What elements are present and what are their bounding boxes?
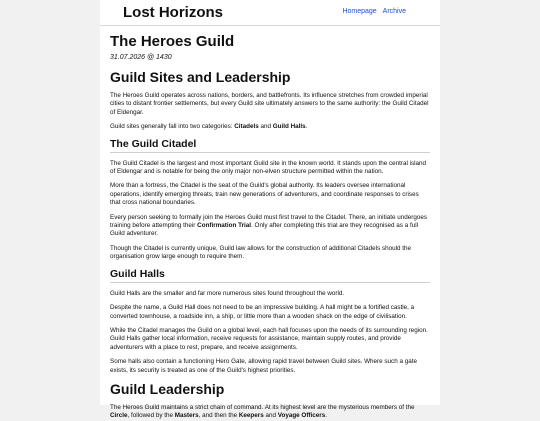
paragraph: More than a fortress, the Citadel is the seat of the Guild's global authority. Its leaders oversee international operations, identify emerging threats, train new generations of adventurers, and coordinate responses to crises that cross national boundaries. xyxy=(110,182,419,207)
paragraph: Though the Citadel is currently unique, Guild law allows for the construction of additional Citadels should the organisation grow large enough to require them. xyxy=(110,244,412,261)
paragraph: Guild Halls are the smaller and far more numerous sites found throughout the world. xyxy=(110,289,345,297)
paragraph: The Guild Citadel is the largest and most important Guild site in the known world. It stands upon the central island of Eldengar and is notable for being the only major non-elven structure permitted within the nation. xyxy=(110,159,427,176)
site-header xyxy=(100,0,440,26)
post-date: 31.07.2026 @ 1430 xyxy=(110,54,172,61)
heading-guild-halls: Guild Halls xyxy=(110,268,430,283)
paragraph: Guild sites generally fall into two categories: Citadels and Guild Halls. xyxy=(110,123,308,131)
paragraph: The Heroes Guild maintains a strict chain of command. At its highest level are the mysterious members of the Circle, followed by the Masters, and then the Keepers and Voyage Officers. xyxy=(110,403,415,420)
site-nav xyxy=(338,8,406,15)
nav-link-homepage[interactable]: Homepage xyxy=(342,8,377,15)
paragraph: While the Citadel manages the Guild on a global level, each hall focuses upon the needs of its surrounding region. Guild Halls gather local information, receive requests for assistance, maintain supply routes, and provide adventurers with a place to rest, prepare, and receive assignments. xyxy=(110,326,428,351)
heading-guild-citadel: The Guild Citadel xyxy=(110,138,430,153)
nav-link-archive[interactable]: Archive xyxy=(382,8,406,15)
paragraph: The Heroes Guild operates across nations, borders, and battlefronts. Its influence stretches from crowded imperial cities to distant frontier settlements, but every Guild site ultimately answers to the same authority: the Guild Citadel of Eldengar. xyxy=(110,92,429,116)
page xyxy=(100,0,440,420)
heading-guild-sites: Guild Sites and Leadership xyxy=(110,69,291,85)
paragraph: Despite the name, a Guild Hall does not need to be an impressive building. A hall might be a fortified castle, a converted townhouse, a roadside inn, a ship, or little more than a wooden shack on the edge of civilisation. xyxy=(110,304,415,320)
post-title: The Heroes Guild xyxy=(110,33,235,50)
article xyxy=(100,33,440,421)
paragraph: Some halls also contain a functioning Hero Gate, allowing rapid travel between Guild sites. Where such a gate exists, its security is treated as one of the Guild's highest priorities. xyxy=(110,358,417,374)
site-title[interactable]: Lost Horizons xyxy=(123,4,223,21)
heading-guild-leadership: Guild Leadership xyxy=(110,380,225,397)
paragraph: Every person seeking to formally join the Heroes Guild must first travel to the Citadel. There, an initiate undergoes training before attempting their Confirmation Trial. Only after completing this trial are they recognised as a full Guild adventurer. xyxy=(110,213,427,238)
